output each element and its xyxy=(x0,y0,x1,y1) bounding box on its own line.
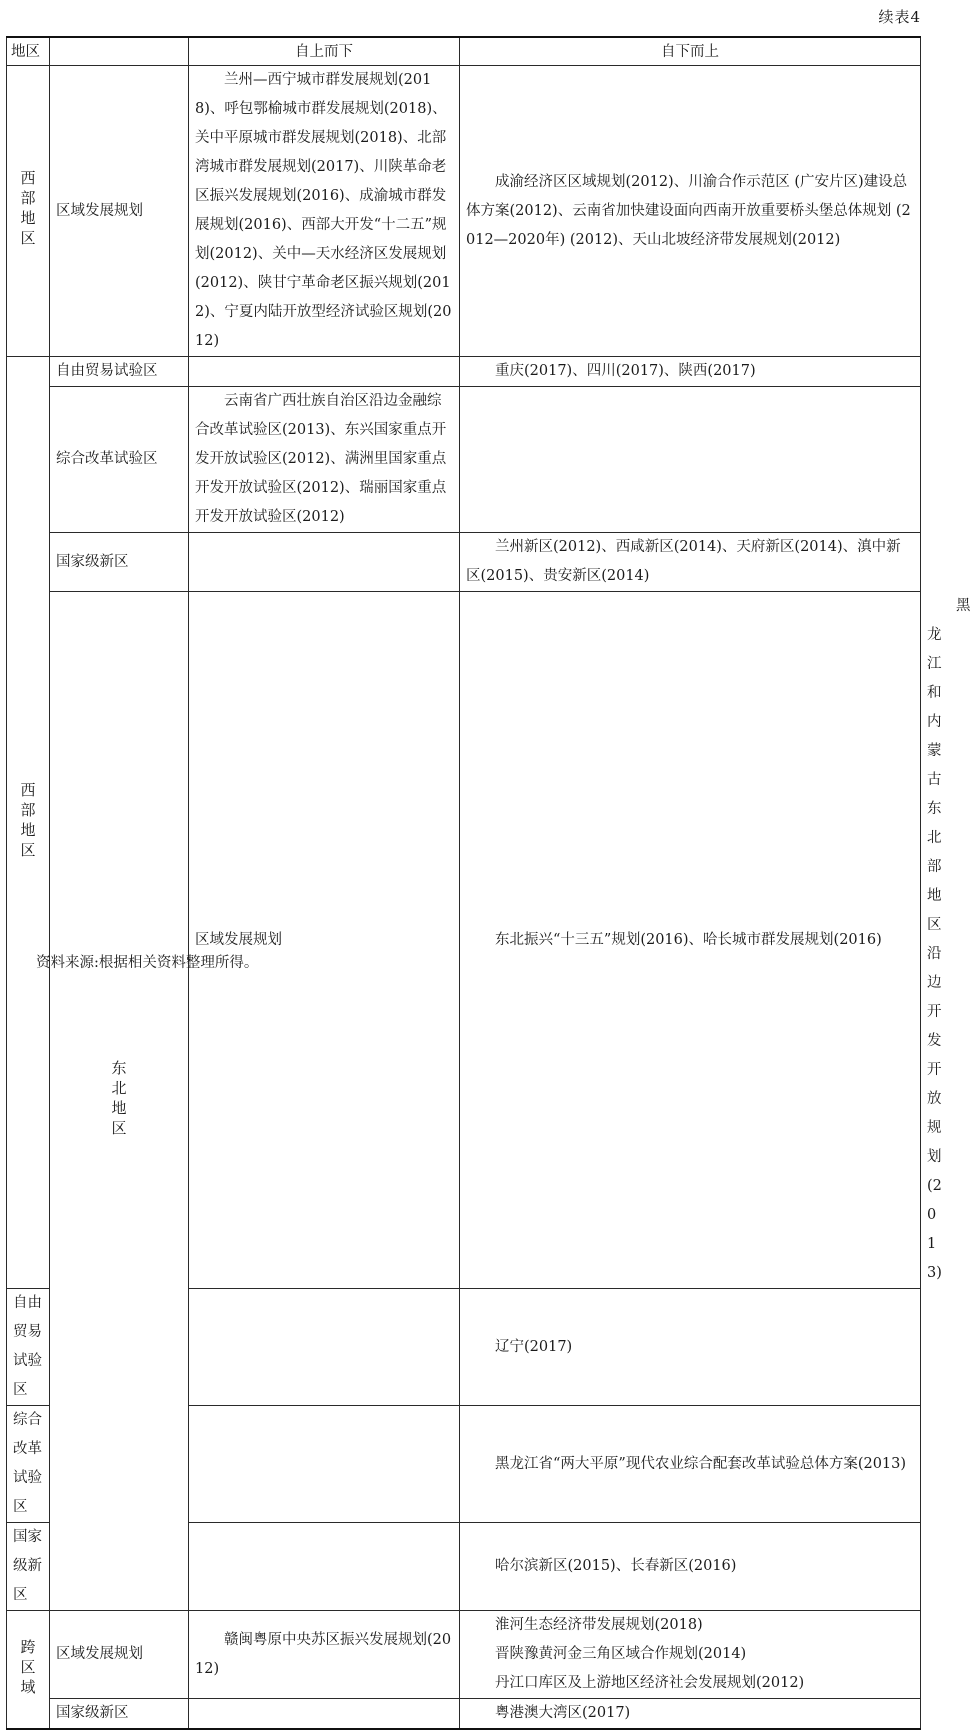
bottom-up-cell xyxy=(460,1611,921,1699)
bottom-up-cell: 成渝经济区区域规划(2012)、川渝合作示范区 (广安片区)建设总体方案(2012)、云南省加快建设面向西南开放重要桥头堡总体规划 (2012—2020年) (2012)、天山北坡经济带发展规划(2012) xyxy=(460,66,921,357)
table-row xyxy=(7,357,921,387)
category-cell: 国家级新区 xyxy=(50,1699,189,1730)
bottom-up-cell xyxy=(460,387,921,533)
region-cell xyxy=(7,1611,50,1730)
bottom-up-line: 淮河生态经济带发展规划(2018) xyxy=(495,1617,703,1633)
region-cell xyxy=(7,357,50,1289)
header-bottom-up: 自下而上 xyxy=(460,37,921,66)
top-down-cell xyxy=(189,1289,460,1406)
top-down-cell xyxy=(189,357,460,387)
table-row xyxy=(7,1611,921,1699)
top-down-cell xyxy=(189,1699,460,1730)
regional-policy-table xyxy=(6,36,971,1730)
region-label: 西部地区 xyxy=(20,780,36,859)
category-cell: 国家级新区 xyxy=(50,533,189,592)
header-category xyxy=(50,37,189,66)
bottom-up-cell: 辽宁(2017) xyxy=(460,1289,921,1406)
category-cell: 区域发展规划 xyxy=(189,592,460,1289)
top-down-cell: 赣闽粤原中央苏区振兴发展规划(2012) xyxy=(189,1611,460,1699)
source-note: 资料来源:根据相关资料整理所得。 xyxy=(36,955,259,971)
top-down-cell: 东北振兴“十三五”规划(2016)、哈长城市群发展规划(2016) xyxy=(460,592,921,1289)
bottom-up-cell: 兰州新区(2012)、西咸新区(2014)、天府新区(2014)、滇中新区(2015)、贵安新区(2014) xyxy=(460,533,921,592)
category-cell: 自由贸易试验区 xyxy=(7,1289,50,1406)
top-down-cell: 云南省广西壮族自治区沿边金融综合改革试验区(2013)、东兴国家重点开发开放试验区(2012)、满洲里国家重点开发开放试验区(2012)、瑞丽国家重点开发开放试验区(2012) xyxy=(189,387,460,533)
continued-table-label: 续表4 xyxy=(878,8,921,26)
table-row xyxy=(7,533,921,592)
region-label: 西部地区 xyxy=(20,169,36,247)
category-cell: 区域发展规划 xyxy=(50,66,189,357)
bottom-up-line: 丹江口库区及上游地区经济社会发展规划(2012) xyxy=(495,1675,805,1691)
region-label: 东北地区 xyxy=(111,1059,127,1137)
table-row: 东北地区 区域发展规划 东北振兴“十三五”规划(2016)、哈长城市群发展规划(2016) 黑龙江和内蒙古东北部地区沿边开发开放规划(2013) xyxy=(7,592,921,1289)
top-down-cell: 兰州—西宁城市群发展规划(2018)、呼包鄂榆城市群发展规划(2018)、关中平原城市群发展规划(2018)、北部湾城市群发展规划(2017)、川陕革命老区振兴发展规划(2016)、成渝城市群发展规划(2016)、西部大开发“十二五”规划(2012)、关中—天水经济区发展规划(2012)、陕甘宁革命老区振兴规划(2012)、宁夏内陆开放型经济试验区规划(2012) xyxy=(189,66,460,357)
bottom-up-line: 晋陕豫黄河金三角区域合作规划(2014) xyxy=(495,1646,747,1662)
table-row xyxy=(7,66,921,357)
bottom-up-cell: 哈尔滨新区(2015)、长春新区(2016) xyxy=(460,1523,921,1611)
category-cell: 自由贸易试验区 xyxy=(50,357,189,387)
region-cell xyxy=(50,592,189,1611)
top-down-cell xyxy=(189,533,460,592)
bottom-up-cell: 粤港澳大湾区(2017) xyxy=(460,1699,921,1730)
top-down-cell xyxy=(189,1523,460,1611)
bottom-up-cell: 重庆(2017)、四川(2017)、陕西(2017) xyxy=(460,357,921,387)
header-region: 地区 xyxy=(7,37,50,66)
header-top-down: 自上而下 xyxy=(189,37,460,66)
top-down-cell xyxy=(189,1406,460,1523)
bottom-up-cell: 黑龙江省“两大平原”现代农业综合配套改革试验总体方案(2013) xyxy=(460,1406,921,1523)
category-cell: 综合改革试验区 xyxy=(7,1406,50,1523)
category-cell: 区域发展规划 xyxy=(50,1611,189,1699)
region-cell xyxy=(7,66,50,357)
table-row xyxy=(7,387,921,533)
region-label: 跨区域 xyxy=(20,1637,36,1696)
category-cell: 国家级新区 xyxy=(7,1523,50,1611)
table-row xyxy=(7,1699,921,1730)
table-header-row xyxy=(7,37,921,66)
category-cell: 综合改革试验区 xyxy=(50,387,189,533)
